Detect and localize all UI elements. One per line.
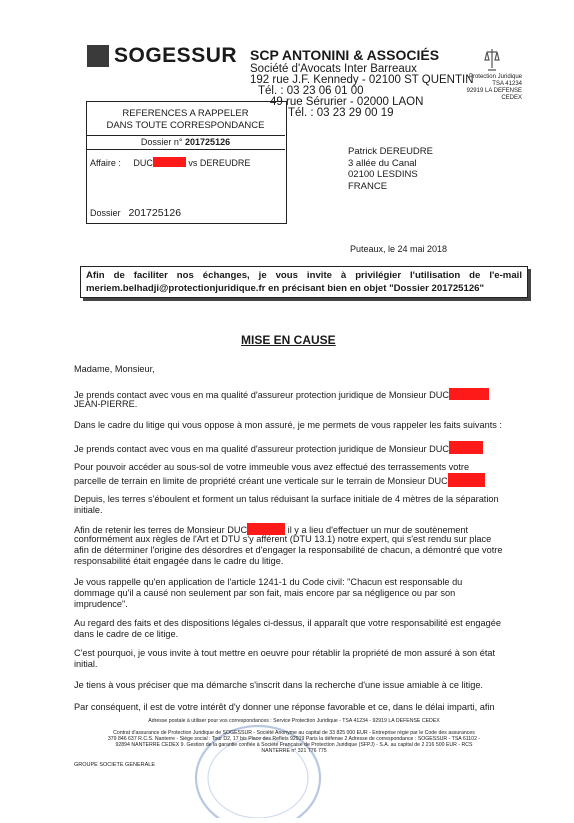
reference-dossier-number: Dossier n° 201725126 [86, 136, 285, 150]
date-line: Puteaux, le 24 mai 2018 [350, 244, 448, 254]
paragraph-6-line2: conformément aux règles de l'Art et DTU s'y afférent (DTU 13.1) notre expert, qui s'est rendu sur place [74, 534, 492, 544]
firm-line: Société d'Avocats Inter Barreaux [250, 63, 417, 75]
firm-name: SCP ANTONINI & ASSOCIÉS [250, 47, 440, 63]
pj-address: Protection Juridique TSA 41234 92919 LA DEFENSE CEDEX [466, 74, 522, 101]
reference-heading: REFERENCES A RAPPELER DANS TOUTE CORRESPONDANCE [86, 101, 285, 136]
email-notice: Afin de faciliter nos échanges, je vous invite à privilégier l'utilisation de l'e-mail meriem.belhadji@protectionjuridique.fr en précisant bien en objet "Dossier 201725126" [80, 266, 528, 298]
paragraph-10: Je tiens à vous préciser que ma démarche s'inscrit dans la recherche d'une issue amiable à ce litige. [74, 680, 483, 690]
paragraph-9: C'est pourquoi, je vous invite à tout mettre en oeuvre pour rétablir la propriété de mon assuré à son état [74, 648, 496, 658]
firm-line: 49 rue Sérurier - 02000 LAON [270, 96, 424, 108]
footer-legal-line: NANTERRE n° 321 776 775 [261, 748, 327, 754]
paragraph-6-line4: responsabilité était engagée dans le cadre du litige. [74, 556, 284, 566]
firm-line: Tél. : 03 23 29 00 19 [288, 107, 394, 119]
redaction-block [449, 441, 483, 454]
paragraph-3: Je prends contact avec vous en ma qualité d'assureur protection juridique de Monsieur DUC [74, 441, 514, 455]
sogessur-logo-text: SOGESSUR [114, 44, 238, 67]
footer-legal-line: 92894 NANTERRE CEDEX 9. Gestion de la garantie confiée à Société Française de Protection Juridique (SFPJ) - S.A. au capital de 2 216 500 EUR - RCS [115, 742, 473, 748]
salutation: Madame, Monsieur, [74, 364, 155, 374]
protection-juridique-icon [484, 48, 500, 72]
footer-legal-line: Contrat d'assurance de Protection Juridique de SOGESSUR - Société Anonyme au capital de 33 825 000 EUR - Entreprise régie par le Code des assurances [113, 730, 475, 736]
groupe-label: GROUPE SOCIETE GENERALE [74, 762, 155, 768]
paragraph-9-cont: initial. [74, 659, 98, 669]
firm-line: Tél. : 03 23 06 01 00 [258, 85, 364, 97]
paragraph-5: Depuis, les terres s'éboulent et forment un talus réduisant la surface initiale de 4 mètres de la séparation [74, 494, 499, 504]
paragraph-4-cont: parcelle de terrain en limite de propriété créant une verticale sur le terrain de Monsieur DUC [74, 473, 514, 487]
paragraph-1-cont: JEAN-PIERRE. [74, 399, 138, 409]
recipient-address: Patrick DEREUDRE 3 allée du Canal 02100 LESDINS FRANCE [348, 146, 433, 192]
paragraph-8-cont: dans le cadre de ce litige. [74, 629, 179, 639]
paragraph-6: Afin de retenir les terres de Monsieur DUC il y a lieu d'effectuer un mur de soutènement [74, 525, 469, 535]
sogessur-logo-mark [87, 45, 109, 67]
paragraph-1: Je prends contact avec vous en ma qualité d'assureur protection juridique de Monsieur DUC [74, 388, 514, 401]
paragraph-7-line3: imprudence". [74, 599, 128, 609]
dossier-line: Dossier 201725126 [90, 207, 182, 219]
footer-legal-line: 379 846 637 R.C.S. Nanterre - Siège social : Tour D2, 17 bis Place des Reflets 92919 Paris la défense 2 Adresse de correspondance : SOGESSUR - TSA 61102 - [107, 736, 481, 742]
paragraph-11: Par conséquent, il est de votre intérêt d'y donner une réponse favorable et ce, dans le délai imparti, afin [74, 702, 495, 712]
redaction-block [448, 473, 485, 487]
paragraph-6-line3: afin de déterminer l'origine des désordres et d'engager la responsabilité de chacun, a démontré que votre [74, 545, 503, 555]
footer-postal-address: Adresse postale à utiliser pour vos correspondances : Service Protection Juridique - TSA 41234 - 92919 LA DEFENSE CEDEX [148, 718, 440, 724]
affaire-line: Affaire : DUC vs DEREUDRE [90, 158, 251, 168]
letter-title: MISE EN CAUSE [241, 333, 336, 347]
paragraph-7-line2: dommage qu'il a causé non seulement par son fait, mais encore par sa négligence ou par son [74, 588, 456, 598]
paragraph-2: Dans le cadre du litige qui vous oppose à mon assuré, je me permets de vous rappeler les faits suivants : [74, 420, 502, 430]
paragraph-5-cont: initiale. [74, 505, 103, 515]
paragraph-7: Je vous rappelle qu'en application de l'article 1241-1 du Code civil: "Chacun est responsable du [74, 577, 463, 587]
paragraph-4: Pour pouvoir accéder au sous-sol de votre immeuble vous avez effectué des terrassements votre [74, 462, 470, 472]
paragraph-8: Au regard des faits et des dispositions légales ci-dessus, il apparaît que votre responsabilité est engagée [74, 618, 501, 628]
redaction-block [153, 157, 186, 167]
firm-line: 192 rue J.F. Kennedy - 02100 ST QUENTIN [250, 74, 474, 86]
